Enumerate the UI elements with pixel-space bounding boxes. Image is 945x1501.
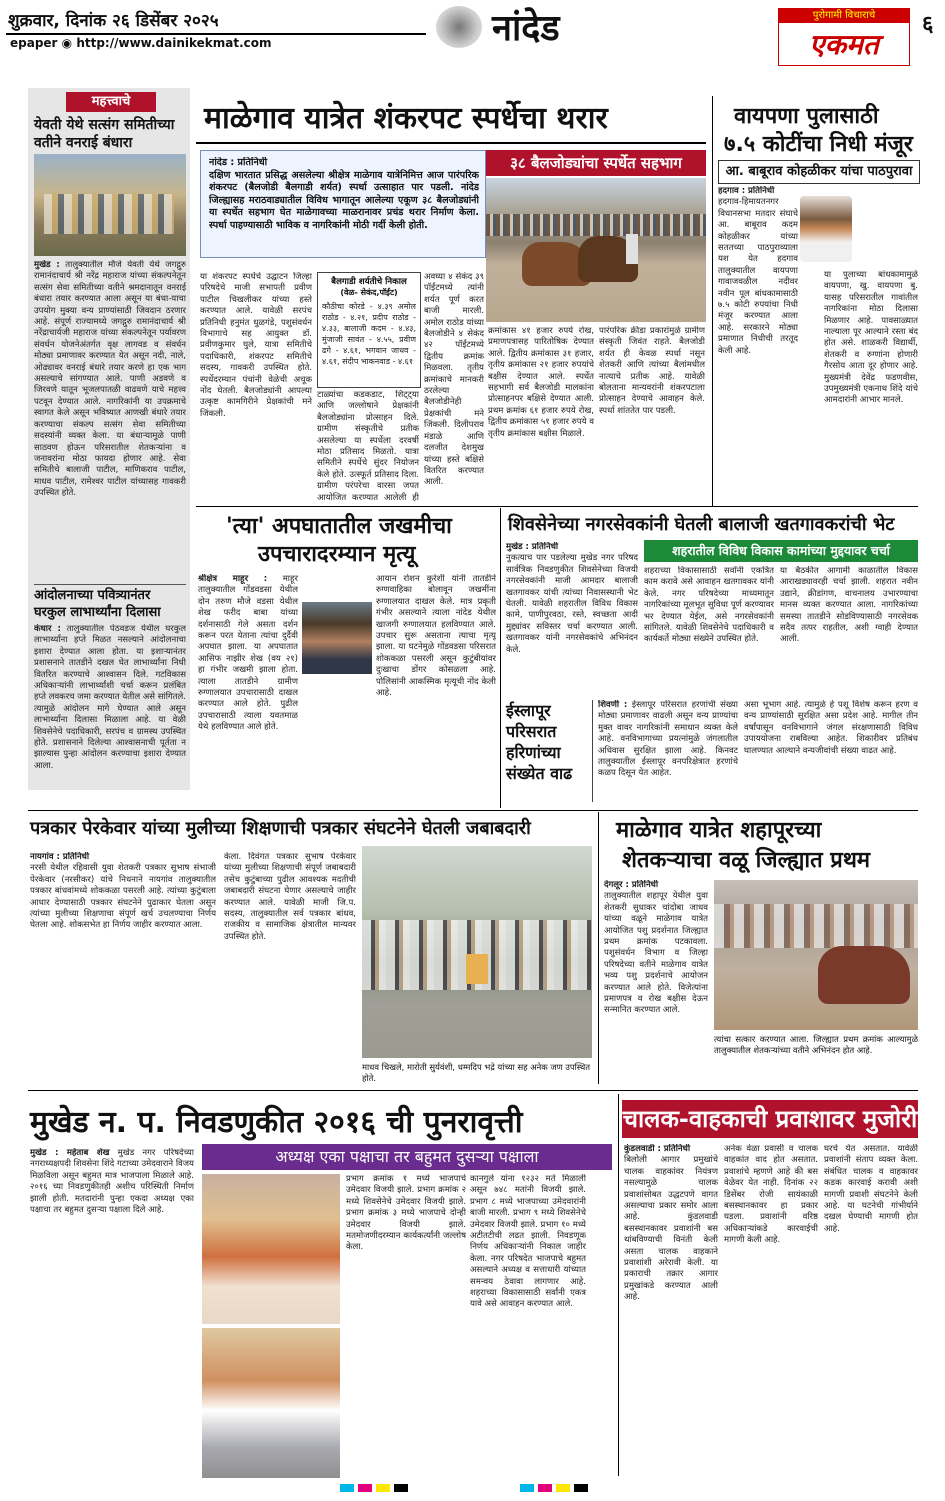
section-label: महत्त्वाचे (66, 92, 156, 112)
cmyk-magenta-mark (358, 1484, 372, 1492)
main-col2: टाळ्यांचा कडकडाट, शिट्ट्या आणि जल्लोषाने प्रेक्षकांनी बैलजोड्यांना प्रोत्साहन दिले. ग्रामीण संस्कृतीचे प्रतीक असलेल्या या स्पर्धेला दरवर्षी मोठा प्रतिसाद मिळतो. यात्रा समितीने स्पर्धेचे सुंदर नियोजन केले होते. उत्स्फूर्त प्रतिसाद दिला. ग्रामीण परंपरेचा वारसा जपत आयोजित करण्यात आलेली ही (317, 390, 419, 502)
islampur-body-a: ईस्लापूर परिसरात हरणांची संख्या मोठ्या प्रमाणावर वाढली असून वन्य प्राण्यांचा मुक्त वावर नागरिकांनी समाधान व्यक्त केले आहे. वनविभागाच्या प्रयत्नांमुळे जंगलातील अधिवास सुरक्षित झाला आहे. किनवट तालुक्यातील ईस्लापूर वनपरिक्षेत्रात हरणांचे कळप दिसून येत आहेत. (598, 700, 738, 779)
brand-name: एकमत (809, 28, 879, 61)
road-body-left: हदगाव-हिमायतनगर विधानसभा मतदार संघाचे आ. बाबूराव कदम कोहळीकर यांच्या सततच्या पाठपुराव्याला यश येत हदगाव तालुक्यातील वायपणा गावाजवळील नदीवर नवीन पूल बांधकामासाठी ७.५ कोटी रुपयांचा निधी मंजूर करण्यात आला आहे. सरकारने मोठ्या प्रमाणात निधीची तरतूद केली आहे. (718, 197, 798, 356)
cmyk-black-mark (394, 1484, 408, 1492)
cmyk-magenta-mark-2 (538, 1484, 552, 1492)
story2-title: आंदोलनाच्या पवित्र्यानंतर घरकुल लाभार्थ्यांना दिलासा (34, 584, 186, 621)
issue-date: शुक्रवार, दिनांक २६ डिसेंबर २०२५ (8, 11, 219, 31)
main-col4: क्रमांकास ४१ हजार रुपये रोख, प्रमाणपत्रासह पारितोषिक देण्यात आले. द्वितीय क्रमांकास ३१ हजार, तृतीय क्रमांकास २१ हजार रुपयांचे बक्षीस देण्यात आले. स्पर्धेत सहभागी सर्व बैलजोडी मालकांना प्रोत्साहनपर बक्षिसे देण्यात आली. प्रथम क्रमांक ६१ हजार रुपये रोख, द्वितीय क्रमांकास ५१ हजार रुपये व तृतीय क्रमांकास बक्षीस मिळाले. (488, 326, 594, 439)
cmyk-yellow-mark (376, 1484, 390, 1492)
globe-icon: ◉ (61, 36, 77, 50)
journalist-body-b: केला. दिवंगत पत्रकार सुभाष पेरकेवार यांच्या मुलीच्या शिक्षणाची संपूर्ण जबाबदारी तसेच कुटुंबाच्या पुढील आवश्यक मदतीची जबाबदारी संघटना घेणार असल्याचे जाहीर करण्यात आले. यावेळी माजी जि.प. सदस्य, तालुक्यातील सर्व पत्रकार बांधव, राजकीय व सामाजिक क्षेत्रातील मान्यवर उपस्थित होते. (224, 852, 356, 942)
website-link[interactable]: http://www.dainikekmat.com (76, 36, 272, 50)
main-headline: माळेगाव यात्रेत शंकरपट स्पर्धेचा थरार (204, 101, 608, 136)
page-number: ६ (922, 12, 934, 37)
driver-headline: चालक-वाहकाची प्रवाशावर मुजोरी (622, 1100, 918, 1138)
election-photo-2 (202, 1328, 340, 1478)
column-divider (712, 96, 713, 506)
story1-photo (34, 154, 186, 256)
shivsena-body-c: या बैठकीत आगामी काळातील विकास आराखड्यावरही चर्चा झाली. शहरात नवीन उद्याने, क्रीडांगण, वाचनालय उभारण्याचा मानस व्यक्त करण्यात आला. नागरिकांच्या समस्या तातडीने सोडविण्यासाठी नगरसेवक सदैव तत्पर राहतील, अशी ग्वाही देण्यात आली. (780, 566, 918, 645)
section-rule-2 (28, 810, 918, 811)
journalist-byline: नायगांव : प्रतिनिधी (30, 852, 90, 862)
shivsena-headline: शिवसेनेच्या नगरसेवकांनी घेतली बालाजी खतगावकरांची भेट (508, 514, 895, 535)
header-rule (6, 33, 426, 35)
section-rule-3 (28, 1090, 918, 1091)
election-body-b: प्रभाग क्रमांक १ मध्ये भाजपाचे उमेदवार विजयी झाले. प्रभाग क्रमांक २ मध्ये शिवसेनेचे उमेदवार विजयी झाले. प्रभाग क्रमांक ३ मध्ये भाजपाचे दोन्ही उमेदवार विजयी झाले. मतमोजणीदरम्यान कार्यकर्त्यांनी जल्लोष केला. (346, 1174, 466, 1253)
shivsena-subhead: शहरातील विविध विकास कामांच्या मुद्दयावर चर्चा (644, 540, 918, 562)
main-lead-box (200, 150, 486, 258)
cmyk-cyan-mark (340, 1484, 354, 1492)
brand-logo (778, 8, 910, 66)
mla-portrait (800, 196, 852, 262)
election-subhead: अध्यक्ष एका पक्षाचा तर बहुमत दुसऱ्या पक्षाला (202, 1144, 612, 1170)
results-title: बैलगाडी शर्यतीचे निकाल (331, 277, 407, 287)
main-col1: या शंकरपट स्पर्धेचे उद्घाटन जिल्हा परिषदेचे माजी सभापती प्रवीण पाटील चिखलीकर यांच्या हस्ते करण्यात आले. यावेळी सरपंच प्रतिनिधी हनुमंत धुळगंडे, पशुसंवर्धन विभागाचे सह आयुक्त डॉ. प्रवीणकुमार घुले, यात्रा समितीचे पदाधिकारी, शंकरपट समितीचे सदस्य, गावकरी उपस्थित होते. स्पर्धेदरम्यान पंचांनी वेळेची अचूक नोंद घेतली. बैलजोड्यांनी आपल्या उत्कृष्ट कामगिरीने प्रेक्षकांची मने जिंकली. (200, 272, 312, 419)
main-lead: दक्षिण भारतात प्रसिद्ध असलेल्या श्रीक्षेत्र माळेगाव यात्रेनिमित्त आज पारंपरिक शंकरपट (बैलजोडी बैलगाडी शर्यत) स्पर्धा उत्साहात पार पडली. नांदेड जिल्ह्यासह मराठवाड्यातील विविध भागातून आलेल्या एकूण ३८ बैलजोड्यांनी या स्पर्धेत सहभाग घेत माळेगावच्या माळरानावर प्रचंड थरार निर्माण केला. स्पर्धा पाहण्यासाठी भाविक व नागरिकांनी मोठी गर्दी केली होती. (209, 169, 479, 231)
road-headline-line1: वायपणा पुलासाठी (734, 104, 879, 129)
bull-headline-line2: शेतकऱ्याचा वळू जिल्ह्यात प्रथम (622, 848, 871, 873)
bull-byline: देगलूर : प्रतिनिधी (604, 880, 659, 890)
election-headline: मुखेड न. प. निवडणुकीत २०१६ ची पुनरावृत्ती (30, 1105, 523, 1140)
journalist-headline: पत्रकार पेरकेवार यांच्या मुलीच्या शिक्षणाची पत्रकार संघटनेने घेतली जबाबदारी (30, 818, 531, 839)
main-headline-rule (196, 142, 706, 144)
journalist-caption: माधव चिखले, मारोती सुर्यवंशी, धम्मदिप भद्रे यांच्या सह अनेक जण उपस्थित होते. (362, 1062, 591, 1083)
injured-body-b: आयान रोशन कुरेशी यांनी तातडीने रुग्णवाहिका बोलावून जखमींना रुग्णालयात दाखल केले. मात्र प्रकृती गंभीर असल्याने त्याला नांदेड येथील खाजगी रुग्णालयात हलविण्यात आले. उपचार सुरू असताना त्याचा मृत्यू झाला. या घटनेमुळे गोंडवडसा परिसरात शोककळा पसरली असून कुटुंबीयांवर दुःखाचा डोंगर कोसळला आहे. पोलिसांनी आकस्मिक मृत्यूची नोंद केली आहे. (376, 574, 496, 699)
election-dateline: मुखेड : महेताब शेख (30, 1148, 110, 1158)
results-body: कौठीचा कोरडे - ४.३९ अमोल राठोड - ४.२१, प्रदीप राठोड - ४.३३, बालाजी कदम - ४.४३, मुंजाजी सावंत - ४.५५, प्रवीण ढगे - ४.६१, भगवान जाधव - ४.६१, संदीप भाकनवाड - ४.६१ (322, 302, 416, 366)
bull-caption: त्यांचा सत्कार करण्यात आला. जिल्ह्यात प्रथम क्रमांक आल्यामुळे तालुक्यातील शेतकऱ्यांच्या वतीने अभिनंदन होत आहे. (714, 1034, 918, 1055)
victim-photo (302, 602, 372, 674)
shivsena-body-a: नुकत्याच पार पडलेल्या मुखेड नगर परिषद सार्वत्रिक निवडणुकीत शिवसेनेच्या विजयी नगरसेवकांनी माजी आमदार बालाजी खतगावकर यांची त्यांच्या निवासस्थानी भेट घेतली. यावेळी शहरातील विविध विकास कामे, पाणीपुरवठा, रस्ते, स्वच्छता आदी मुद्द्यांवर सविस्तर चर्चा करण्यात आली. खतगावकर यांनी नगरसेवकांचे अभिनंदन केले. (506, 553, 638, 655)
islampur-body-b: असा भूभाग आहे. त्यामुळे हे पशू विशेष करून हरण व वन्य प्राण्यांसाठी सुरक्षित असा प्रदेश आहे. मागील तीन वर्षांपासून वनविभागाने जंगल संरक्षणासाठी विविध उपाययोजना राबविल्या आहेत. शिकारीवर प्रतिबंध घालण्यात आल्याने वन्यजीवांची संख्या वाढत आहे. (744, 700, 918, 756)
bull-race-photo (486, 178, 706, 322)
brand-tagline: पुरोगामी विचाराचे (779, 9, 909, 23)
election-photo-1 (202, 1174, 340, 1324)
driver-byline: कुंडलवाडी : प्रतिनिधी (624, 1144, 691, 1154)
bull-body: तालुक्यातील शहापूर येथील युवा शेतकरी सुधाकर चांदोबा जाधव यांच्या वळूने माळेगाव यात्रेत आयोजित पशु प्रदर्शनात जिल्ह्यात प्रथम क्रमांक पटकावला. पशुसंवर्धन विभाग व जिल्हा परिषदेच्या वतीने माळेगाव यात्रेत भव्य पशु प्रदर्शनाचे आयोजन करण्यात आले होते. विजेत्यांना प्रमाणपत्र व रोख बक्षीस देऊन सन्मानित करण्यात आले. (604, 891, 708, 1016)
driver-body-c: घरचे येत असतात. यावेळी प्रवाशांनी संताप व्यक्त केला. संबंधित चालक व वाहकावर कडक कारवाई करावी अशी मागणी प्रवाशी संघटनेने केली आहे. या घटनेची गांभीर्याने दखल घेण्याची मागणी होत आहे. (824, 1144, 918, 1234)
story2-dateline: कंधार : (34, 624, 61, 634)
road-byline: हदगाव : प्रतिनिधी (718, 186, 775, 196)
results-box (317, 272, 421, 388)
injured-headline-line2: उपचारादरम्यान मृत्यू (258, 542, 416, 567)
election-body-a: मुखेड नगर परिषदेच्या नगराध्यक्षपदी शिवसेना शिंदे गटाच्या उमेदवाराने विजय मिळविला असून बहुमत मात्र भाजपाला मिळाले आहे. २०१६ च्या निवडणुकीतही अशीच परिस्थिती निर्माण झाली होती. मतदारांनी पुन्हा एकदा अध्यक्ष एका पक्षाचा तर बहुमत दुसऱ्या पक्षाला दिले आहे. (30, 1148, 194, 1216)
column-divider-2 (500, 508, 501, 808)
shivsena-body-b: शहराच्या विकासासाठी सर्वांनी एकत्रित काम करावे असे आवाहन खतगावकर यांनी केले. नगर परिषदेच्या माध्यमातून नागरिकांच्या मूलभूत सुविधा पूर्ण करण्यावर भर देण्यात येईल, असे नगरसेवकांनी सांगितले. यावेळी शिवसेनेचे पदाधिकारी व कार्यकर्ते मोठ्या संख्येने उपस्थित होते. (644, 566, 774, 645)
cmyk-cyan-mark-2 (520, 1484, 534, 1492)
driver-body-a: बिलोली आगार प्रमुखांचे चालक वाहकांवर नियंत्रण नसल्यामुळे चालक प्रवाशांसोबत उद्धटपणे वागत असल्याचा प्रकार समोर आला आहे. कुंडलवाडी बसस्थानकावर प्रवाशांनी बस थांबविण्याची विनंती केली असता चालक वाहकाने प्रवाशांशी अरेरावी केली. या प्रकाराची तक्रार आगार प्रमुखांकडे करण्यात आली आहे. (624, 1155, 718, 1303)
election-body-c: कानगुले यांना १२३२ मते मिळाली असून ७४८ मतांनी विजयी झाले. प्रभाग ८ मध्ये भाजपाच्या उमेदवारांनी बाजी मारली. प्रभाग ९ मध्ये शिवसेनेचे उमेदवार विजयी झाले. प्रभाग १० मध्ये अटीतटीची लढत झाली. निवडणूक निर्णय अधिकाऱ्यांनी निकाल जाहीर केला. नगर परिषदेत भाजपाचे बहुमत असल्याने अध्यक्ष व सत्ताधारी यांच्यात समन्वय ठेवावा लागणार आहे. शहराच्या विकासासाठी सर्वांनी एकत्र यावे असे आवाहन करण्यात आले. (470, 1174, 586, 1310)
story2-body: तालुक्यातील पेठवडज येथील घरकुल लाभार्थ्यांना हप्ते मिळत नसल्याने आंदोलनाचा इशारा देण्यात आला होता. या इशाऱ्यानंतर प्रशासनाने तातडीने दखल घेत लाभार्थ्यांना निधी वितरित करण्याचे आश्वासन दिले. गटविकास अधिकाऱ्यांनी लाभार्थ्यांशी चर्चा करून प्रलंबित हप्ते लवकरच जमा करण्यात येतील असे सांगितले. त्यामुळे आंदोलन मागे घेण्यात आले असून लाभार्थ्यांना दिलासा मिळाला आहे. या वेळी शिवसेनेचे पदाधिकारी, सरपंच व ग्रामस्थ उपस्थित होते. प्रशासनाने दिलेल्या आश्वासनाची पूर्तता न झाल्यास पुन्हा आंदोलन करण्याचा इशारा देण्यात आला. (34, 624, 186, 771)
section-rule-1 (196, 506, 918, 507)
driver-body-b: अनेक वेळा प्रवासी व चालक वाहकांत वाद होत असतात. प्रवाशांचे म्हणणे आहे की बस वेळेवर येत नाही. दिनांक २२ डिसेंबर रोजी सायंकाळी बसस्थानकावर हा प्रकार घडला. प्रवाशांनी वरिष्ठ अधिकाऱ्यांकडे कारवाईची मागणी केली आहे. (724, 1144, 818, 1246)
edition-title: नांदेड (492, 8, 560, 49)
story1-body: तालुक्यातील मौजे येवती येथे जगद्गुरु रामानंदाचार्य श्री नरेंद्र महाराज यांच्या संकल्पनेतून सत्संग सेवा समितीच्या वतीने श्रमदानातून वनराई बंधारा तयार करण्यात आला असून या बंधा-याचा उपयोग मुक्या वन्य प्राण्यांसाठी जिवदान ठरणार आहे. संपूर्ण राज्यामध्ये जगद्गुरु रामानंदाचार्य श्री नरेंद्राचार्यजी महाराज यांच्या संकल्पनेतून पर्यावरण संवर्धन योजनेअंतर्गत वृक्ष लागवड व संवर्धन मोठ्या प्रमाणावर करण्यात येत असून नदी, नाले, ओढ्यावर वनराई बंधारे तयार करणे हा एक भाग असल्याचे सांगण्यात आले. पाणी अडवणे व जिरवणे यातून भूजलपातळी वाढवणे याचे महत्त्व पटवून देण्यात आले. नागरिकांनी या उपक्रमाचे स्वागत केले असून भविष्यात आणखी बंधारे तयार करण्याचा संकल्प सत्संग सेवा समितीच्या सदस्यांनी व्यक्त केला. या बंधाऱ्यामुळे पाणी साठवण होऊन परिसरातील शेतकऱ्यांना व जनावरांना मोठा फायदा होणार आहे. सेवा समितीचे बालाजी पाटील, माणिकराव पाटील, माधव पाटील, रामेश्वर पाटील यांच्यासह गावकरी उपस्थित होते. (34, 260, 186, 499)
injured-headline-line1: 'त्या' अपघातातील जखमीचा (226, 514, 452, 539)
main-banner: ३८ बैलजोड्यांचा स्पर्धेत सहभाग (486, 150, 706, 176)
main-col3: अवघ्या ४ सेकंद ३९ पॉईंटमध्ये त्यांनी शर्यत पूर्ण करत बाजी मारली. अमोल राठोड यांच्या बैलजोडीने ४ सेकंद ४२ पॉईंटमध्ये द्वितीय क्रमांक मिळवला. तृतीय क्रमांकाचे मानकरी ठरलेल्या बैलजोडीनेही प्रेक्षकांची मने जिंकली. दिलीपराव मंडाळे आणि दलजीत देशमुख यांच्या हस्ते बक्षिसे वितरित करण्यात आली. (424, 272, 484, 488)
cmyk-black-mark-2 (574, 1484, 588, 1492)
results-subtitle: (वेळ- सेकंद,पॉईंट) (340, 288, 398, 297)
bull-headline-line1: माळेगाव यात्रेत शहापूरच्या (616, 818, 822, 843)
main-byline: नांदेड : प्रतिनिधी (209, 157, 268, 168)
edition-masthead (430, 2, 650, 52)
road-headline-line2: ७.५ कोटींचा निधी मंजूर (724, 132, 913, 157)
journalist-group-photo (362, 846, 592, 1058)
road-subhead: आ. बाबूराव कोहळीकर यांचा पाठपुरावा (718, 160, 920, 184)
injured-body-a: माहूर तालुक्यातील गोंडवडसा येथील दोन तरुण मौजे वडसा येथील शेख फरीद बाबा यांच्या दर्शनासाठी गेले असता दर्शन करून परत येताना त्यांचा दुर्दैवी अपघात झाला. या अपघातात आसिफ नाझीर शेख (वय २१) हा गंभीर जखमी झाला होता. त्याला तातडीने ग्रामीण रुग्णालयात उपचारासाठी दाखल करण्यात आले होते. पुढील उपचारासाठी त्याला यवतमाळ येथे हलविण्यात आले होते. (198, 574, 298, 733)
injured-dateline: श्रीक्षेत्र माहूर : (198, 574, 268, 584)
road-body-right: या पुलाच्या बांधकामामुळे वायपणा, खु. वायपणा बु. यासह परिसरातील गावांतील नागरिकांना मोठा दिलासा मिळणार आहे. पावसाळ्यात नाल्याला पूर आल्याने रस्ता बंद होत असे. शाळकरी विद्यार्थी, शेतकरी व रुग्णांना होणारी गैरसोय आता दूर होणार आहे. मुख्यमंत्री देवेंद्र फडणवीस, उपमुख्यमंत्री एकनाथ शिंदे यांचे आमदारांनी आभार मानले. (824, 270, 918, 406)
story1-dateline: मुखेड : (34, 260, 60, 270)
election-body-d: निवडणूक निर्णय अधिकाऱ्यांनी निकाल जाहीर केला. नगर परिषदेत भाजपाचे बहुमत असल्याने अध्यक्ष व सत्ताधारी यांच्यात समन्वय ठेवावा लागणार आहे. शहराच्या विकासासाठी सर्वांनी एकत्र यावे असे आवाहन करण्यात आले. (470, 1231, 586, 1310)
column-divider-3 (598, 812, 599, 1084)
shivsena-byline: मुखेड : प्रतिनिधी (506, 542, 559, 552)
islampur-dateline: शिवणी : (598, 700, 628, 710)
column-divider-4 (618, 1094, 619, 1476)
main-col5: पारंपरिक क्रीडा प्रकारांमुळे ग्रामीण संस्कृती जिवंत राहते. बैलजोडी शर्यत ही केवळ स्पर्धा नसून शेतकरी आणि त्यांच्या बैलांमधील नात्याचे प्रतीक आहे. यावेळी बोलताना मान्यवरांनी शंकरपटाला प्रोत्साहन देण्याचे आवाहन केले. स्पर्धा शांततेत पार पडली. (599, 326, 705, 416)
journalist-body-a: नरसी येथील रहिवासी युवा शेतकरी पत्रकार सुभाष संभाजी पेरकेवार (नरसीकर) यांचे निधनाने नायगांव तालुक्यातील पत्रकार बांधवांमध्ये शोककळा पसरली आहे. त्यांच्या कुटुंबाला आधार देण्यासाठी पत्रकार संघटनेने पुढाकार घेतला असून त्यांच्या मुलीच्या शिक्षणाचा संपूर्ण खर्च उचलण्याचा निर्णय घेतला आहे. शोकसभेत हा निर्णय जाहीर करण्यात आला. (30, 863, 216, 931)
prize-bull-photo (714, 880, 918, 1030)
emblem-icon (436, 6, 482, 48)
website-line[interactable] (10, 36, 272, 50)
cmyk-yellow-mark-2 (556, 1484, 570, 1492)
islampur-headline: ईस्लापूर परिसरात हरिणांच्या संख्येत वाढ (506, 700, 593, 802)
story1-title: येवती येथे सत्संग समितीच्या वतीने वनराई बंधारा (34, 117, 175, 151)
epaper-label: epaper (10, 36, 58, 50)
